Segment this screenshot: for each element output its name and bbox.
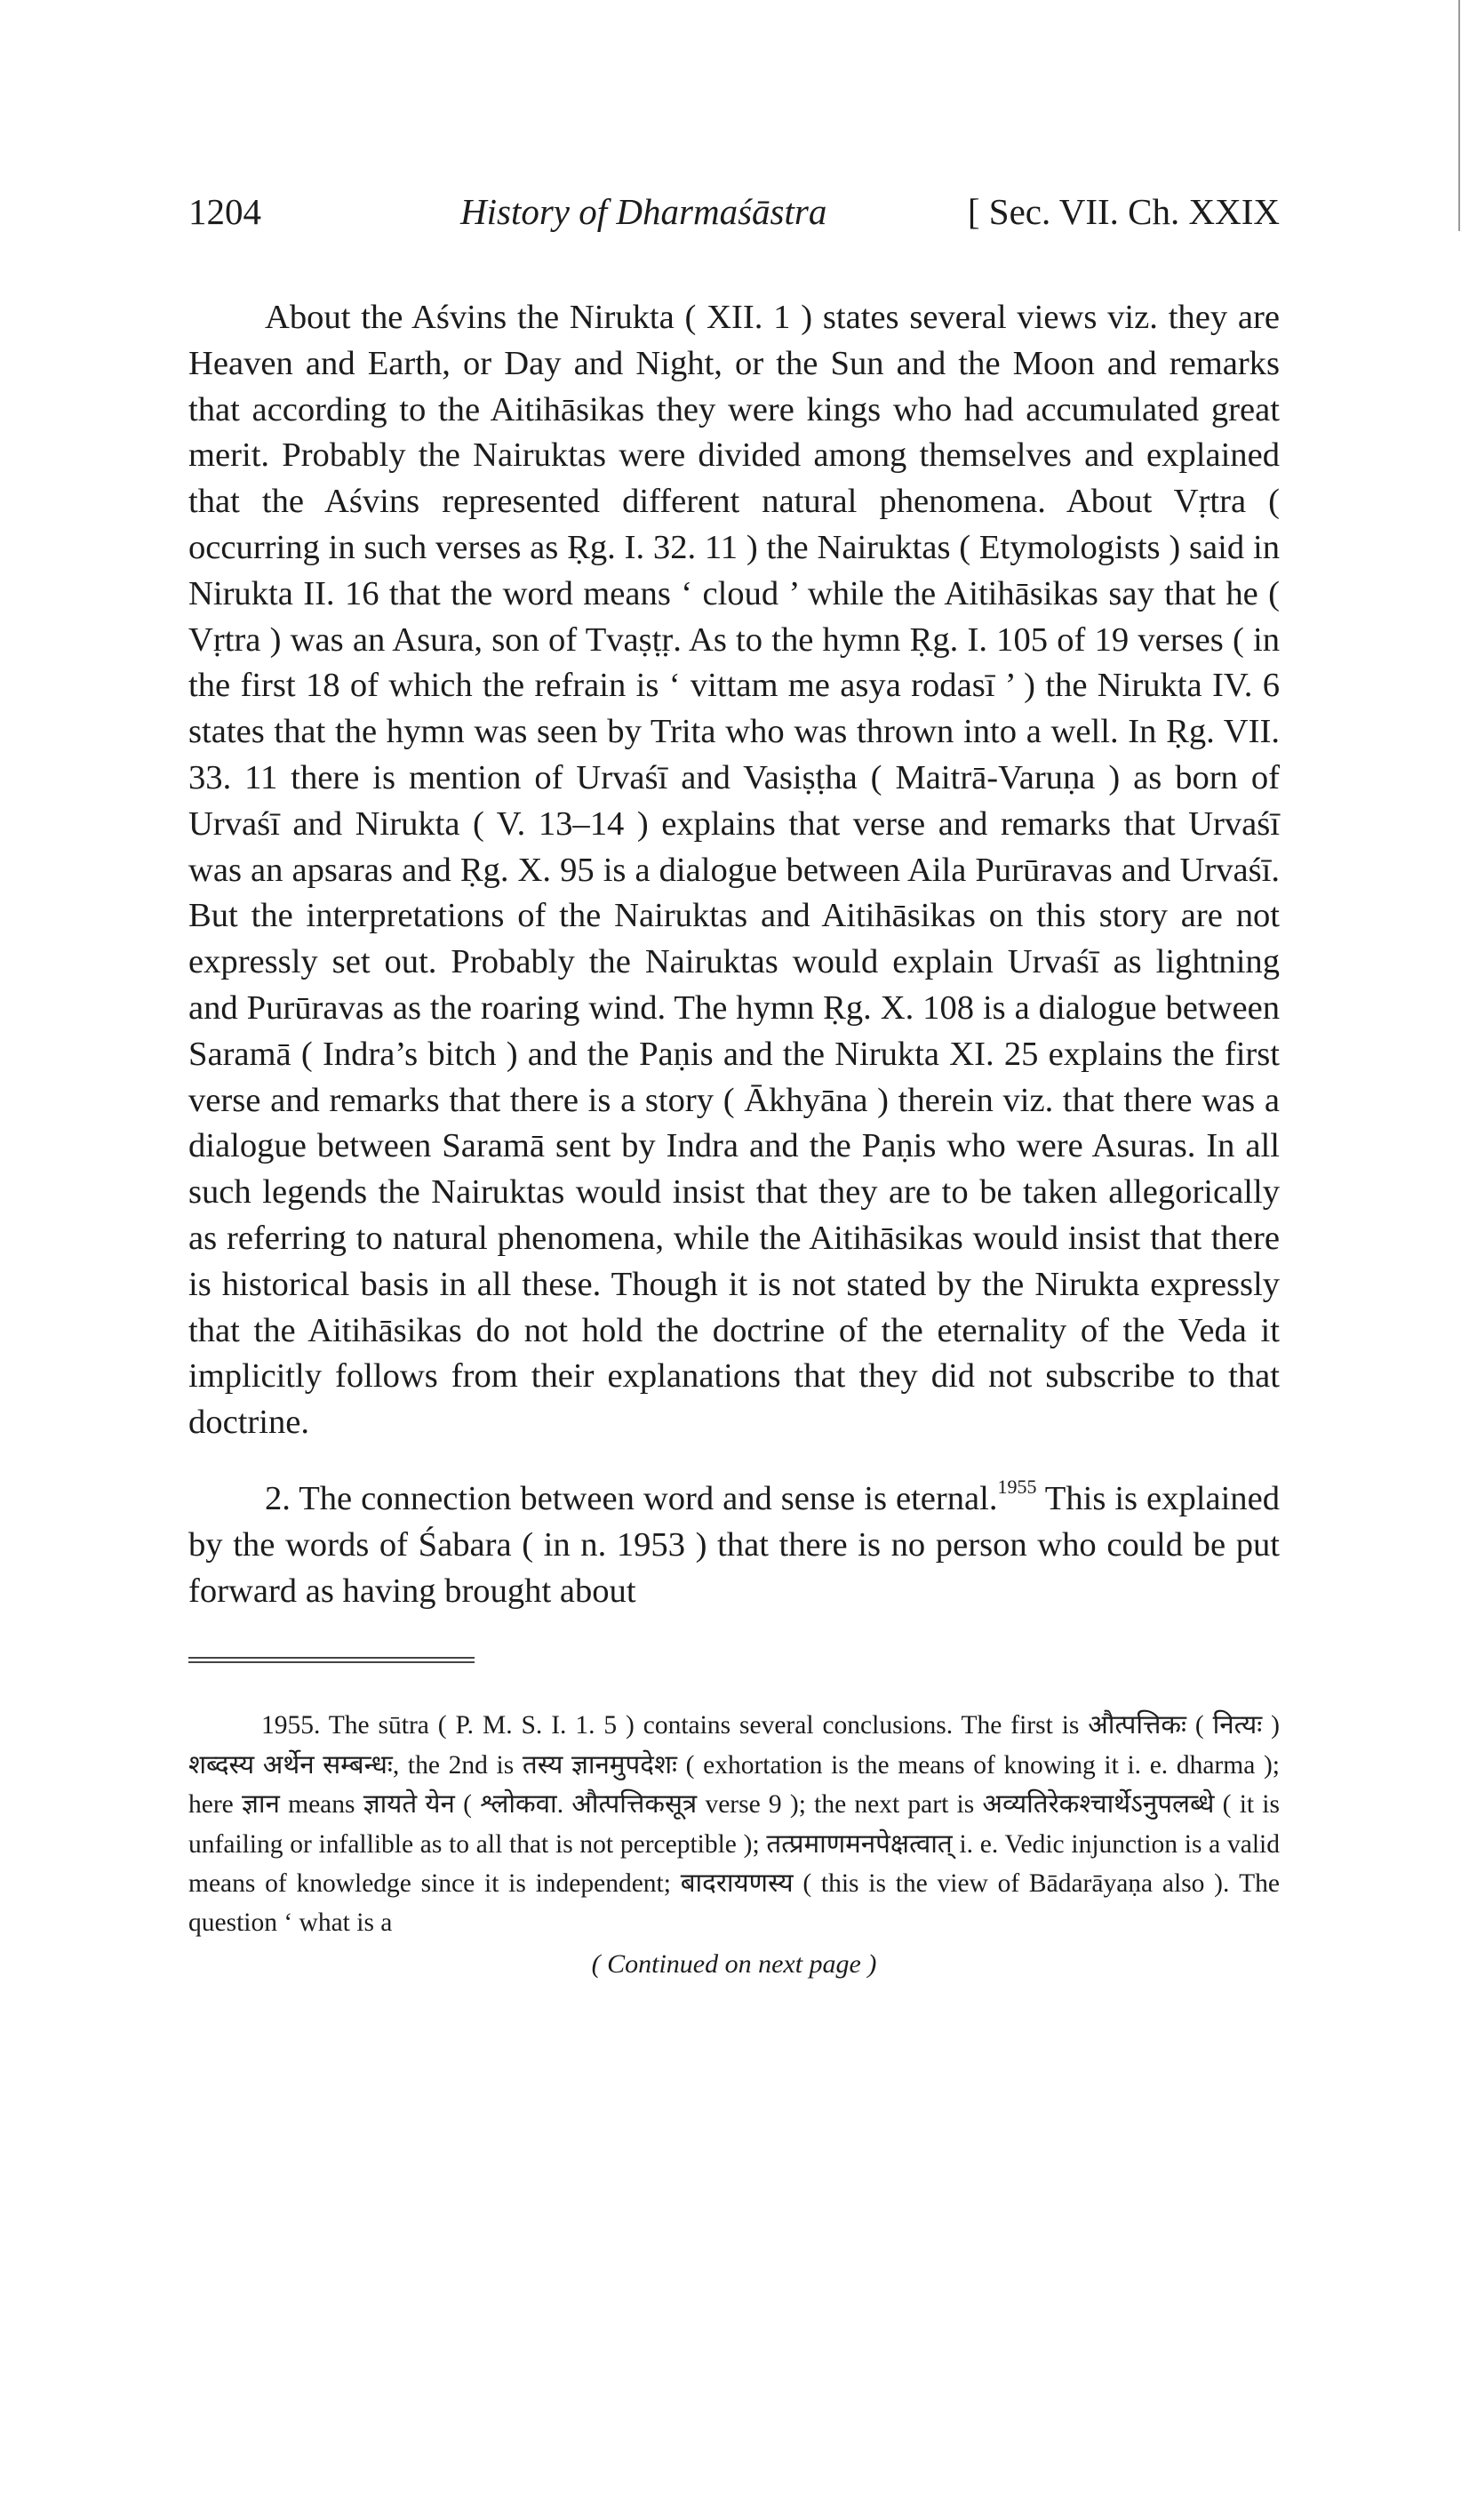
footnote-marker-1955[interactable]: 1955: [997, 1475, 1037, 1498]
paragraph-word-sense: [188, 1476, 1280, 1614]
paragraph-word-sense-continuation: This is explained by the words of Śabara ( in n. 1953 ) that there is no person who could be put forward as having brought about: [188, 1479, 1280, 1610]
book-title: History of Dharmaśāstra: [460, 191, 827, 232]
section-reference: [ Sec. VII. Ch. XXIX: [967, 191, 1280, 232]
paragraph-word-sense-lead: 2. The connection between word and sense is eternal.: [265, 1479, 998, 1517]
page-number: 1204: [188, 191, 261, 232]
scan-edge-line: [1458, 0, 1460, 231]
footnote-1955: [188, 1706, 1280, 1984]
running-head: [188, 190, 1280, 244]
footnote-separator: [188, 1657, 475, 1663]
book-page: [188, 190, 1280, 1984]
footnote-text: 1955. The sūtra ( P. M. S. I. 1. 5 ) contains several conclusions. The first is औत्पत्तिकः ( नित्यः ) शब्दस्य अर्थेन सम्बन्धः, the 2nd is तस्य ज्ञानमुपदेशः ( exhortation is the means of knowing it i. e. dharma ); here ज्ञान means ज्ञायते येन ( श्लोकवा. औत्पत्तिकसूत्र verse 9 ); the next part is अव्यतिरेकश्चार्थेऽनुपलब्धे ( it is unfailing or infallible as to all that is not perceptible ); तत्प्रमाणमनपेक्षत्वात् i. e. Vedic injunction is a valid means of knowledge since it is independent; बादरायणस्य ( this is the view of Bādarāyaṇa also ). The question ‘ what is a: [188, 1711, 1280, 1938]
paragraph-asvins: About the Aśvins the Nirukta ( XII. 1 ) states several views viz. they are Heaven and Earth, or Day and Night, or the Sun and the Moon and remarks that according to the Aitihāsikas they were kings who had accumulated great merit. Probably the Nairuktas were divided among themselves and explained that the Aśvins represented different natural phenomena. About Vṛtra ( occurring in such verses as Ṛg. I. 32. 11 ) the Nairuktas ( Etymologists ) said in Nirukta II. 16 that the word means ‘ cloud ’ while the Aitihāsikas say that he ( Vṛtra ) was an Asura, son of Tvaṣṭṛ. As to the hymn Ṛg. I. 105 of 19 verses ( in the first 18 of which the refrain is ‘ vittam me asya rodasī ’ ) the Nirukta IV. 6 states that the hymn was seen by Trita who was thrown into a well. In Ṛg. VII. 33. 11 there is mention of Urvaśī and Vasiṣṭha ( Maitrā-Varuṇa ) as born of Urvaśī and Nirukta ( V. 13–14 ) explains that verse and remarks that Urvaśī was an apsaras and Ṛg. X. 95 is a dialogue between Aila Purūravas and Urvaśī. But the interpretations of the Nairuktas and Aitihāsikas on this story are not expressly set out. Probably the Nairuktas would explain Urvaśī as lightning and Purūravas as the roaring wind. The hymn Ṛg. X. 108 is a dialogue between Saramā ( Indra’s bitch ) and the Paṇis and the Nirukta XI. 25 explains the first verse and remarks that there is a story ( Ākhyāna ) therein viz. that there was a dialogue between Saramā sent by Indra and the Paṇis who were Asuras. In all such legends the Nairuktas would insist that they are to be taken allegorically as referring to natural phenomena, while the Aitihāsikas would insist that there is historical basis in all these. Though it is not stated by the Nirukta expressly that the Aitihāsikas do not hold the doctrine of the eternality of the Veda it implicitly follows from their explanations that they did not subscribe to that doctrine.: [188, 299, 1280, 1442]
continued-note: ( Continued on next page ): [591, 1948, 877, 1979]
main-text: [188, 295, 1280, 1614]
scan-edge-strip: [1455, 0, 1469, 2520]
